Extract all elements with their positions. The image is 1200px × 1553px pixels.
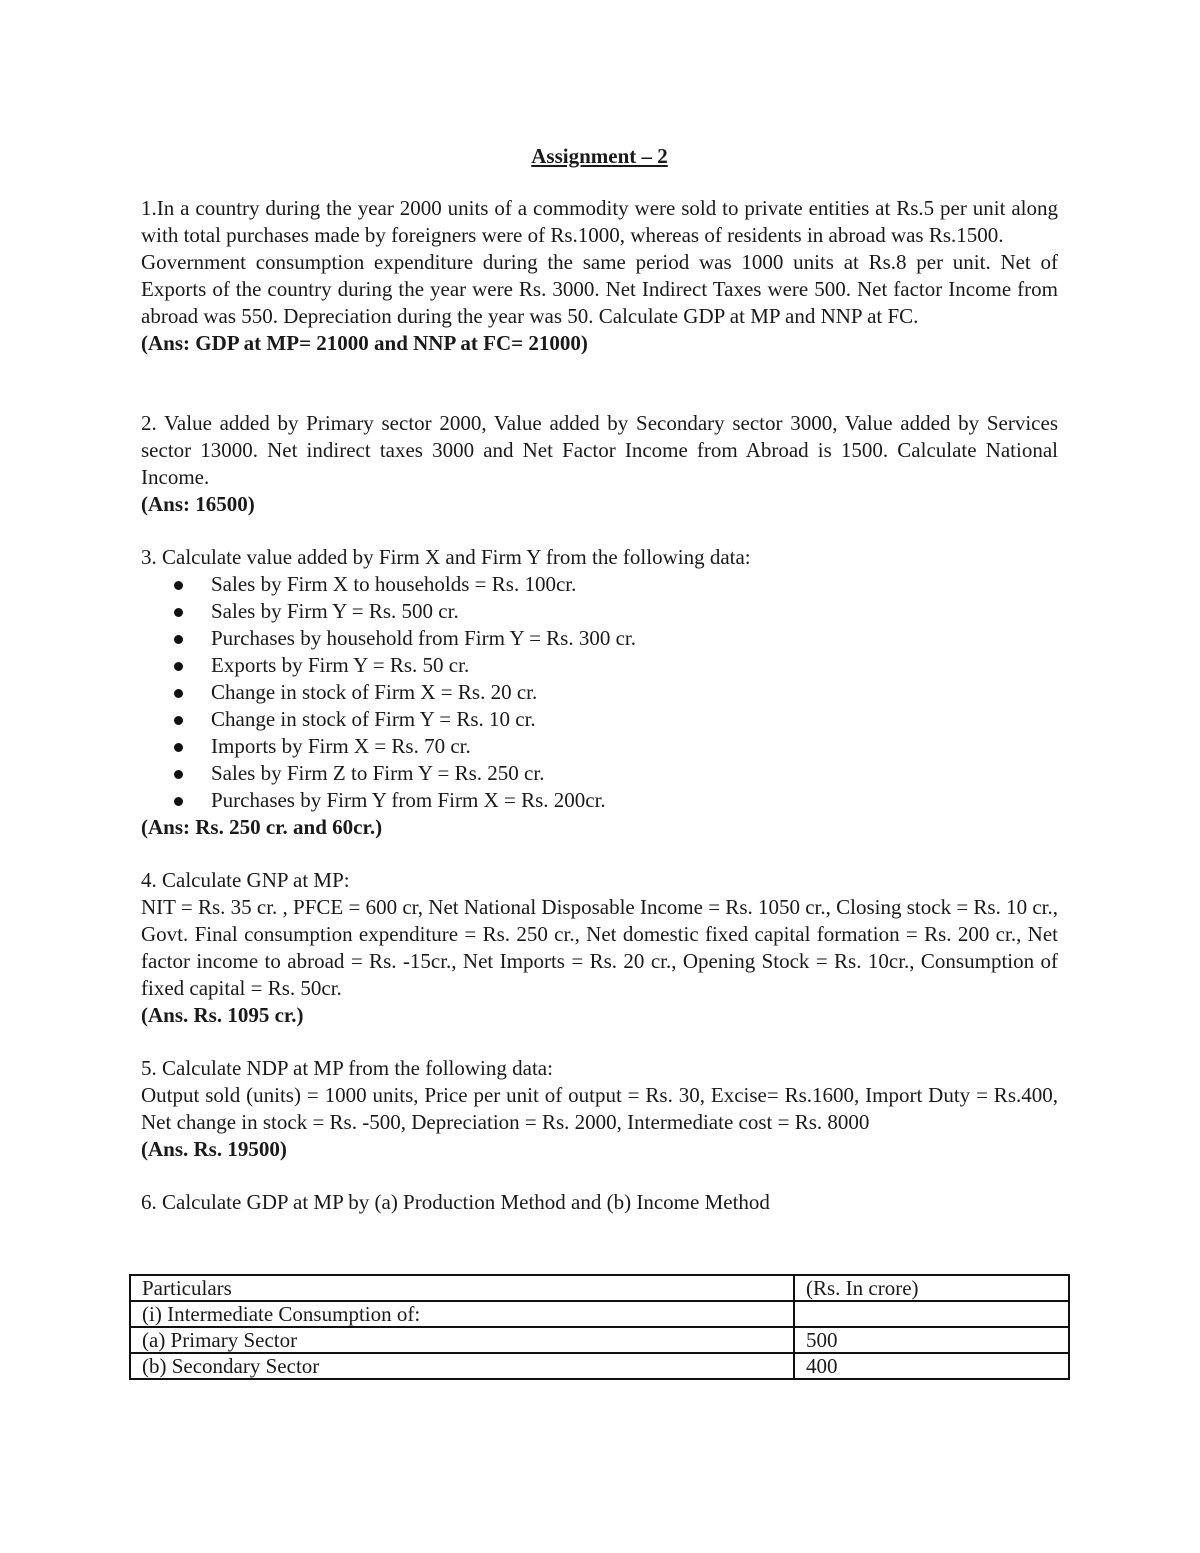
question-1-answer: (Ans: GDP at MP= 21000 and NNP at FC= 21000) [141,331,588,355]
table-row [130,1327,1069,1353]
question-4-text: 4. Calculate GNP at MP: [141,868,350,892]
question-4-details: NIT = Rs. 35 cr. , PFCE = 600 cr, Net National Disposable Income = Rs. 1050 cr., Closing stock = Rs. 10 cr., Govt. Final consumption expenditure = Rs. 250 cr., Net domestic fixed capital formation = Rs. 200 cr., Net factor income to abroad = Rs. -15cr., Net Imports = Rs. 20 cr., Opening Stock = Rs. 10cr., Consumption of fixed capital = Rs. 50cr. [141,895,1058,1000]
list-item: Sales by Firm X to households = Rs. 100cr. [141,571,1058,598]
bullet-icon [174,716,183,725]
question-4-answer: (Ans. Rs. 1095 cr.) [141,1003,304,1027]
question-3-text: 3. Calculate value added by Firm X and Firm Y from the following data: [141,545,751,569]
bullet-icon [174,770,183,779]
table-header-cell: Particulars [130,1275,794,1301]
document-body [141,143,1058,1216]
table-cell [794,1301,1069,1327]
list-item: Imports by Firm X = Rs. 70 cr. [141,733,1058,760]
table-header-row [130,1275,1069,1301]
table-row [130,1301,1069,1327]
page-title: Assignment – 2 [531,144,668,168]
question-1-part-1: 1.In a country during the year 2000 units of a commodity were sold to private entities at Rs.5 per unit along with total purchases made by foreigners were of Rs.1000, whereas of residents in abroad was Rs.1500. [141,196,1058,247]
bullet-icon [174,797,183,806]
list-item: Change in stock of Firm Y = Rs. 10 cr. [141,706,1058,733]
question-5-details: Output sold (units) = 1000 units, Price per unit of output = Rs. 30, Excise= Rs.1600, Import Duty = Rs.400, Net change in stock = Rs. -500, Depreciation = Rs. 2000, Intermediate cost = Rs. 8000 [141,1083,1058,1134]
table-cell: (i) Intermediate Consumption of: [130,1301,794,1327]
question-2-answer: (Ans: 16500) [141,492,255,516]
list-item: Sales by Firm Z to Firm Y = Rs. 250 cr. [141,760,1058,787]
table-header-cell: (Rs. In crore) [794,1275,1069,1301]
table-row [130,1353,1069,1379]
bullet-icon [174,662,183,671]
question-2-text: 2. Value added by Primary sector 2000, Value added by Secondary sector 3000, Value added by Services sector 13000. Net indirect taxes 3000 and Net Factor Income from Abroad is 1500. Calculate National Income. [141,411,1058,489]
list-item: Exports by Firm Y = Rs. 50 cr. [141,652,1058,679]
bullet-icon [174,635,183,644]
question-3-answer: (Ans: Rs. 250 cr. and 60cr.) [141,815,383,839]
bullet-icon [174,608,183,617]
bullet-icon [174,581,183,590]
table-cell: (b) Secondary Sector [130,1353,794,1379]
bullet-icon [174,743,183,752]
list-item: Sales by Firm Y = Rs. 500 cr. [141,598,1058,625]
bullet-icon [174,689,183,698]
question-5-text: 5. Calculate NDP at MP from the following data: [141,1056,553,1080]
table-cell: 500 [794,1327,1069,1353]
table-cell: 400 [794,1353,1069,1379]
question-3-list [141,571,1058,814]
question-1-part-2: Government consumption expenditure during the same period was 1000 units at Rs.8 per unit. Net of Exports of the country during the year were Rs. 3000. Net Indirect Taxes were 500. Net factor Income from abroad was 550. Depreciation during the year was 50. Calculate GDP at MP and NNP at FC. [141,250,1058,328]
list-item: Change in stock of Firm X = Rs. 20 cr. [141,679,1058,706]
particulars-table [129,1274,1070,1380]
question-5-answer: (Ans. Rs. 19500) [141,1137,287,1161]
question-6-text: 6. Calculate GDP at MP by (a) Production Method and (b) Income Method [141,1190,770,1214]
table-cell: (a) Primary Sector [130,1327,794,1353]
list-item: Purchases by household from Firm Y = Rs. 300 cr. [141,625,1058,652]
list-item: Purchases by Firm Y from Firm X = Rs. 200cr. [141,787,1058,814]
